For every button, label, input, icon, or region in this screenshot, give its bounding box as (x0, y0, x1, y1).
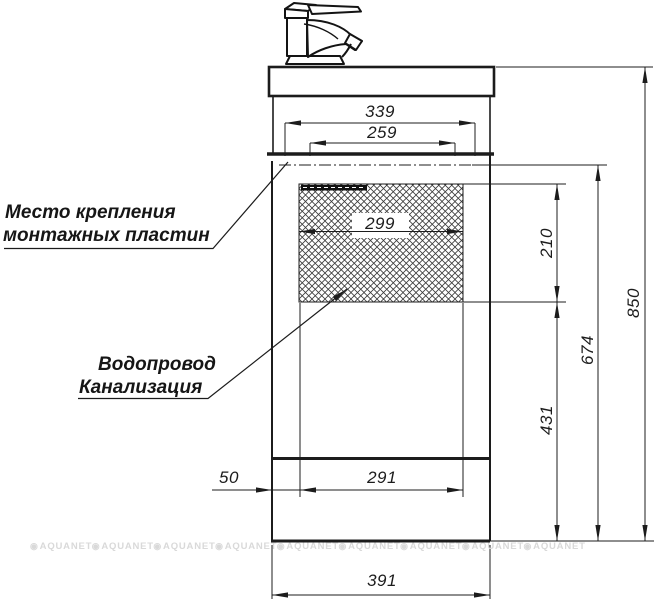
watermark-text: AQUANET (533, 541, 586, 552)
dim-pipe-zone-width: 291 (367, 468, 397, 487)
mounting-label-line2: монтажных пластин (3, 225, 210, 246)
watermark-text: AQUANET (101, 541, 154, 552)
dim-hatch-height: 210 (537, 228, 556, 258)
watermark (400, 541, 462, 552)
plumbing-label-line1: Водопровод (98, 354, 216, 375)
aquanet-logo-icon: ◉ (276, 541, 286, 551)
aquanet-logo-icon: ◉ (400, 541, 409, 551)
dim-cabinet-height: 674 (578, 335, 597, 365)
watermark-text: AQUANET (471, 541, 525, 552)
watermark (153, 541, 215, 552)
watermark-text: AQUANET (409, 541, 463, 552)
aquanet-logo-icon: ◉ (461, 541, 471, 551)
dim-hatch-width: 299 (365, 214, 395, 233)
watermark (462, 541, 524, 552)
aquanet-logo-icon: ◉ (523, 541, 533, 551)
aquanet-logo-icon: ◉ (215, 541, 224, 551)
dimension-arrowheads (256, 67, 648, 598)
watermark-text: AQUANET (286, 541, 339, 552)
watermark (215, 541, 277, 552)
aquanet-logo-icon: ◉ (30, 541, 39, 551)
aquanet-logo-icon: ◉ (338, 541, 348, 551)
faucet-drawing (285, 3, 362, 64)
watermark (30, 541, 92, 552)
dim-total-height: 850 (624, 288, 643, 318)
watermark (277, 541, 339, 552)
aquanet-logo-icon: ◉ (91, 541, 101, 551)
watermark (524, 541, 586, 552)
watermark-text: AQUANET (348, 541, 401, 552)
dimension-lines (212, 67, 654, 599)
watermark (92, 541, 154, 552)
dim-cabinet-width: 391 (367, 571, 397, 590)
hatch-area (299, 184, 463, 302)
watermark-row (30, 541, 585, 552)
dim-sink-mount-inner: 259 (367, 123, 397, 142)
mounting-label-line1: Место крепления (5, 202, 176, 223)
dim-sink-mount-outer: 339 (365, 102, 395, 121)
watermark-text: AQUANET (163, 541, 216, 552)
watermark-text: AQUANET (39, 541, 93, 552)
dim-side-offset: 50 (219, 468, 239, 487)
watermark-text: AQUANET (224, 541, 278, 552)
plumbing-label-line2: Канализация (79, 377, 203, 398)
dim-hatch-bottom-to-floor: 431 (537, 405, 556, 435)
watermark (338, 541, 400, 552)
aquanet-logo-icon: ◉ (153, 541, 163, 551)
